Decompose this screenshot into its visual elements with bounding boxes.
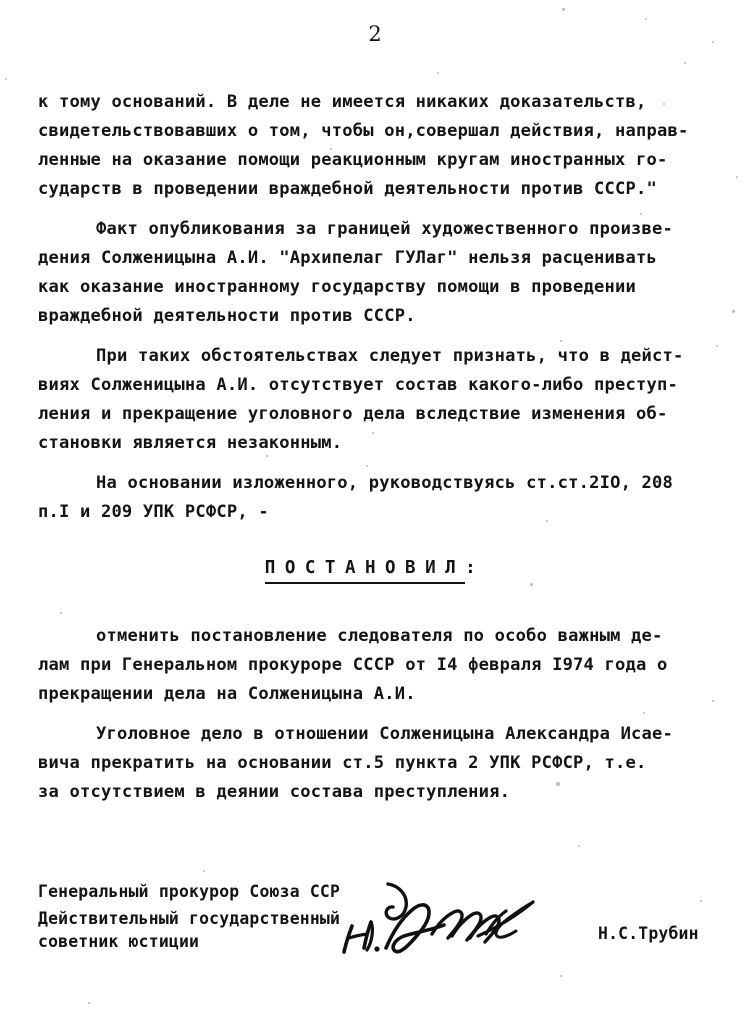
scan-speck <box>684 62 686 64</box>
scan-speck <box>578 845 580 847</box>
scan-speck <box>437 72 439 74</box>
text-line: свидетельствовавших о том, чтобы он,совершал действия, направ- <box>38 121 689 141</box>
signer-title-line-1: Генеральный прокурор Союза ССР <box>38 882 341 901</box>
text-line: Уголовное дело в отношении Солженицына Александра Исае- <box>96 724 674 744</box>
signer-title-line-3: советник юстиции <box>38 932 200 951</box>
ruling-heading-inner <box>265 558 485 578</box>
ruling-item-terminate <box>38 720 728 807</box>
ruling-body <box>38 622 728 818</box>
page-number: 2 <box>368 22 382 46</box>
text-line: за отсутствием в деянии состава преступления. <box>38 782 511 802</box>
text-line: враждебной деятельности против СССР. <box>38 306 416 326</box>
scan-speck <box>88 1002 90 1004</box>
paragraph-legal-basis <box>38 469 718 527</box>
text-line: п.I и 209 УПК РСФСР, - <box>38 502 269 522</box>
ruling-heading <box>0 558 750 578</box>
text-line: виях Солженицына А.И. отсутствует состав какого-либо преступ- <box>38 375 678 395</box>
paragraph-publication-fact <box>38 215 718 331</box>
scan-speck <box>560 975 562 977</box>
scan-speck <box>736 176 738 178</box>
scan-speck <box>530 583 533 586</box>
ruling-heading-word: ПОСТАНОВИЛ <box>265 558 465 584</box>
text-line: вича прекратить на основании ст.5 пункта 2 УПК РСФСР, т.е. <box>38 753 647 773</box>
document-body <box>38 88 718 538</box>
scan-speck <box>203 870 205 872</box>
text-line: ления и прекращение уголовного дела вследствие изменения об- <box>38 404 668 424</box>
ruling-heading-colon: : <box>465 558 486 578</box>
text-line: При таких обстоятельствах следует признать, что в дейст- <box>96 346 684 366</box>
text-line: прекращении дела на Солженицына А.И. <box>38 684 416 704</box>
text-line: ленные на оказание помощи реакционным кругам иностранных го- <box>38 150 668 170</box>
signer-title-line-2: Действительный государственный <box>38 909 341 928</box>
signer-name: Н.С.Трубин <box>598 924 699 943</box>
paragraph-evidence <box>38 88 718 204</box>
text-line: На основании изложенного, руководствуясь ст.ст.2IO, 208 <box>96 473 674 493</box>
text-line: дения Солженицына А.И. "Архипелаг ГУЛаг" нельзя расценивать <box>38 248 657 268</box>
scan-speck <box>562 8 565 11</box>
text-line: к тому оснований. В деле не имеется никаких доказательств, <box>38 92 647 112</box>
text-line: лам при Генеральном прокуроре СССР от I4 февраля I974 года о <box>38 655 668 675</box>
scan-speck <box>645 18 647 20</box>
text-line: Факт опубликования за границей художественного произве- <box>96 219 674 239</box>
text-line: отменить постановление следователя по особо важным де- <box>96 626 663 646</box>
scan-speck <box>700 900 702 902</box>
text-line: сударств в проведении враждебной деятельности против СССР." <box>38 179 657 199</box>
scan-speck <box>732 310 735 313</box>
text-line: становки является незаконным. <box>38 433 343 453</box>
scan-speck <box>60 612 62 614</box>
signer-title <box>38 878 438 952</box>
ruling-item-annul <box>38 622 728 709</box>
scan-speck <box>5 78 7 80</box>
text-line: как оказание иностранному государству помощи в проведении <box>38 277 637 297</box>
paragraph-no-crime-found <box>38 342 718 458</box>
